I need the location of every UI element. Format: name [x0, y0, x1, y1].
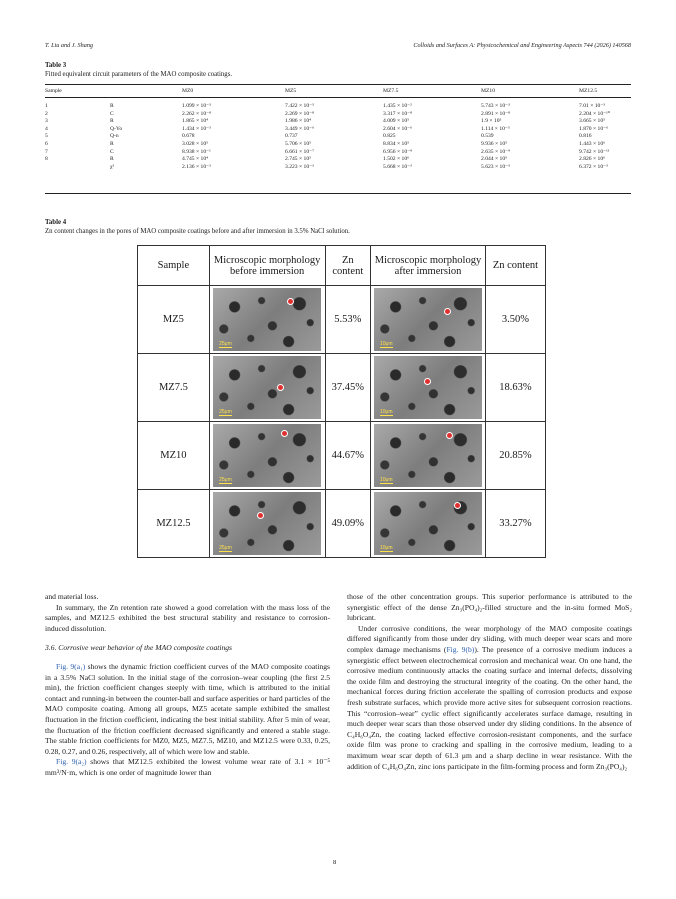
table3-cell: 7.422 × 10⁻³ [285, 103, 314, 109]
table4-zn-after: 33.27% [485, 490, 545, 558]
table-row [138, 354, 546, 422]
table3-cell: Q-Yo [110, 125, 123, 132]
table3-cell: 1.502 × 10⁶ [383, 156, 410, 163]
paragraph: Fig. 9(a₁) shows the dynamic friction coefficient curves of the MAO composite coatings in a 3.5% NaCl solution. In the initial stage of the corrosion–wear coupling (the first 2.5 min), the friction coefficient changes steeply with time, which is attributed to the initial contact and running-in between the counter-ball and surface asperities or hard particles of the MAO composite coating. Among all groups, MZ5 acetate sample exhibited the smallest fluctuation in the friction coefficient, indicating the best initial stability. After 5 min of wear, the fluctuation of the friction coefficient decreased significantly and entered a stable stage. The stable friction coefficients for MZ0, MZ5, MZ7.5, MZ10, and MZ12.5 were 0.33, 0.25, 0.28, 0.27, and 0.26, respectively, all of which were low and stable. [45, 661, 330, 756]
table3-caption: Fitted equivalent circuit parameters of the MAO composite coatings. [45, 70, 233, 78]
table-row [138, 490, 546, 558]
table3-header-mz12-5: MZ12.5 [579, 88, 598, 94]
scale-bar-label: 10μm [379, 477, 393, 483]
sem-micrograph-before [213, 288, 321, 351]
table4-header-sample: Sample [138, 246, 210, 286]
sem-micrograph-before [213, 492, 321, 555]
table3-cell: C [110, 110, 114, 117]
table4-sample: MZ5 [138, 286, 210, 354]
table3-cell: 2 [45, 110, 48, 117]
sem-micrograph-after [374, 356, 482, 419]
table3-header-mz5: MZ5 [285, 88, 297, 94]
table4-header-zn-after: Zn content [485, 246, 545, 286]
table3-cell: 1.099 × 10⁻³ [182, 103, 211, 109]
table3-cell: 1.870 × 10⁻⁶ [579, 125, 609, 132]
table3-caption-block [45, 62, 232, 79]
table3-cell: 0.737 [285, 133, 298, 140]
table3-cell: 0.678 [182, 133, 195, 140]
table3-column-mz5 [285, 103, 314, 171]
table4-header-before: Microscopic morphology before immersion [209, 246, 325, 286]
table3-cell [45, 164, 48, 172]
table4-header-after: Microscopic morphology after immersion [371, 246, 486, 286]
paragraph: those of the other concentration groups. This superior performance is attributed to the synergistic effect of the dense Zn₃(PO₄)₂-filled structure and the in-situ formed MoS₂ lubricant. [347, 592, 632, 623]
table3-header-rule [45, 97, 631, 98]
table3-column-mz10 [481, 103, 510, 171]
table3-cell: 2.269 × 10⁻⁸ [285, 110, 315, 117]
table3-cell: 8.834 × 10⁵ [383, 140, 410, 147]
table4 [137, 245, 546, 558]
scale-bar-label: 10μm [379, 545, 393, 551]
figure-link[interactable]: Fig. 9(a₂) [56, 757, 87, 767]
table3-cell: 4.009 × 10⁵ [383, 118, 410, 125]
table-row [138, 286, 546, 354]
table3-column-number [45, 103, 48, 171]
table4-sample: MZ7.5 [138, 354, 210, 422]
table3-cell: 2.136 × 10⁻³ [182, 163, 211, 170]
table3-cell: 1.865 × 10⁴ [182, 118, 209, 125]
table3-cell: 1.434 × 10⁻⁵ [182, 125, 212, 132]
running-header-journal: Colloids and Surfaces A: Physicochemical and Engineering Aspects 744 (2026) 140568 [413, 42, 631, 49]
table3-cell: R [110, 118, 114, 125]
table3-cell: 7.01 × 10⁻³ [579, 103, 605, 109]
table4-zn-before: 37.45% [325, 354, 371, 422]
scale-bar-label: 25μm [219, 409, 232, 415]
table3-cell: 2.604 × 10⁻⁶ [383, 125, 413, 132]
table3-cell: 8 [45, 156, 48, 163]
paragraph: and material loss. [45, 592, 99, 601]
table3-cell: χ² [110, 163, 115, 170]
table4-zn-after: 18.63% [485, 354, 545, 422]
table3-cell: 2.635 × 10⁻⁹ [481, 148, 511, 155]
table3-cell: 1.9 × 10⁵ [481, 118, 502, 125]
table4-zn-before: 49.09% [325, 490, 371, 558]
sem-micrograph-before [213, 424, 321, 487]
scale-bar-label: 25μm [219, 477, 232, 483]
table3-cell: 1.114 × 10⁻⁵ [481, 125, 510, 132]
sem-micrograph-before [213, 356, 321, 419]
table3-column-mz0 [182, 103, 211, 171]
table3-cell: R [110, 156, 114, 163]
table3-cell: 2.745 × 10⁵ [285, 156, 312, 163]
table3-cell: 6.661 × 10⁻⁷ [285, 148, 315, 155]
table4-zn-before: 5.53% [325, 286, 371, 354]
table3-cell: 2.262 × 10⁻⁸ [182, 110, 212, 117]
scale-bar-label: 10μm [379, 409, 393, 415]
running-header-authors: T. Liu and J. Shang [45, 42, 94, 49]
table3-cell: 5.706 × 10⁵ [285, 140, 312, 147]
table3-cell: 4.745 × 10⁴ [182, 156, 209, 163]
table3-header-mz10: MZ10 [481, 88, 495, 94]
table3-label: Table 3 [45, 62, 67, 69]
table3-cell: 8.938 × 10⁻¹ [182, 148, 211, 155]
table3-cell: 5 [45, 133, 48, 140]
table4-zn-after: 3.50% [485, 286, 545, 354]
table3-cell: 1.443 × 10⁶ [579, 140, 606, 147]
table3-top-rule [45, 84, 631, 85]
table3-cell: 1 [45, 103, 48, 109]
table3-cell: 6.372 × 10⁻³ [579, 163, 608, 170]
table4-caption-block [45, 219, 350, 236]
table4-zn-before: 44.67% [325, 422, 371, 490]
sem-micrograph-after [374, 288, 482, 351]
table3-header-mz7-5: MZ7.5 [383, 88, 399, 94]
table3-cell: 3.223 × 10⁻³ [285, 163, 314, 170]
table3-cell: 5.668 × 10⁻³ [383, 163, 412, 170]
table3-cell: 3.028 × 10⁵ [182, 140, 209, 147]
scale-bar-label: 25μm [219, 545, 232, 551]
table4-header-zn-before: Zn content [325, 246, 371, 286]
table3-cell: 3.449 × 10⁻⁶ [285, 125, 315, 132]
table3-cell: R [110, 103, 114, 109]
scale-bar-label: 10μm [379, 341, 393, 347]
sem-micrograph-after [374, 492, 482, 555]
table3-cell: 2.826 × 10⁶ [579, 156, 606, 163]
table4-label: Table 4 [45, 219, 67, 226]
table3-cell: C [110, 148, 114, 155]
table3-cell: 6.956 × 10⁻⁹ [383, 148, 413, 155]
table4-header-row [138, 246, 546, 286]
table4-caption: Zn content changes in the pores of MAO composite coatings before and after immersion in 3.5% NaCl solution. [45, 227, 350, 235]
table3-cell: 1.435 × 10⁻² [383, 103, 412, 109]
table3-cell: 0.539 [481, 133, 494, 140]
table3-cell: 2.204 × 10⁻¹⁰ [579, 110, 611, 117]
left-text-column [45, 592, 330, 779]
table3-cell: 4 [45, 125, 48, 132]
paragraph: Under corrosive conditions, the wear morphology of the MAO composite coatings differed significantly from those under dry sliding, with much deeper wear scars and more complex damage mechanisms (Fig. 9(b)). The presence of a corrosive medium induces a synergistic effect between electrochemical corrosion and mechanical wear. On one hand, the corrosive medium continuously attacks the coating surface and internal defects, dissolving the oxide film and destroying the structural integrity of the coating. On the other hand, the mechanical forces during friction accelerate the spalling of corrosion products and expose fresh substrate surfaces, which provide more active sites for subsequent corrosion reactions. This “corrosion–wear” cyclic effect significantly accelerates surface damage, resulting in much deeper wear scars than those observed under dry sliding conditions. In the absence of C₄H₆O₄Zn, the coating lacked effective corrosion-resistant components, and the surface oxide film was prone to cracking and spalling in the corrosive medium, leading to a maximum wear scar depth of 61.3 μm and a sharp decline in wear resistance. With the addition of C₄H₆O₄Zn, zinc ions participate in the film-forming process and form Zn₃(PO₄)₂ [347, 623, 633, 771]
table4-sample: MZ12.5 [138, 490, 210, 558]
sem-micrograph-after [374, 424, 482, 487]
table3-cell: Q-n [110, 133, 119, 140]
figure-link[interactable]: Fig. 9(a₁) [56, 661, 86, 671]
table3-cell: 3 [45, 118, 48, 125]
table3-bottom-rule [45, 193, 631, 194]
table4-zn-after: 20.85% [485, 422, 545, 490]
figure-link[interactable]: Fig. 9(b) [446, 644, 475, 654]
table3-cell: 0.816 [579, 133, 592, 140]
table3-column-element [110, 103, 122, 171]
scale-bar-label: 25μm [219, 341, 232, 347]
table3-cell: 9.936 × 10⁵ [481, 140, 508, 147]
table3-cell: 0.825 [383, 133, 396, 140]
table4-sample: MZ10 [138, 422, 210, 490]
table3-cell: 5.743 × 10⁻³ [481, 103, 510, 109]
right-text-column [347, 592, 632, 772]
page-number: 8 [333, 859, 337, 866]
table3-cell: 3.317 × 10⁻⁸ [383, 110, 413, 117]
table3-column-mz12-5 [579, 103, 610, 171]
table3-header-sample: Sample [45, 88, 62, 94]
table3-cell: 6 [45, 140, 48, 147]
paragraph: Fig. 9(a₂) shows that MZ12.5 exhibited the lowest volume wear rate of 3.1 × 10⁻⁵ mm³/N·m, which is one order of magnitude lower than [45, 757, 330, 777]
table3-cell: 5.623 × 10⁻³ [481, 163, 510, 170]
table3-cell: 1.986 × 10⁴ [285, 118, 312, 125]
table-row [138, 422, 546, 490]
table3-header-mz0: MZ0 [182, 88, 194, 94]
table3-column-mz7-5 [383, 103, 412, 171]
table3-cell: 2.891 × 10⁻⁸ [481, 110, 511, 117]
table3-cell: 3.665 × 10⁵ [579, 118, 606, 125]
section-heading: 3.6. Corrosive wear behavior of the MAO composite coatings [45, 643, 233, 653]
table3-cell: 7 [45, 148, 48, 155]
table3-cell: R [110, 140, 114, 147]
table3-cell: 9.742 × 10⁻¹¹ [579, 148, 610, 155]
table3-cell: 2.044 × 10⁵ [481, 156, 508, 163]
paragraph: In summary, the Zn retention rate showed a good correlation with the mass loss of the samples, and MZ12.5 exhibited the best structural stability and resistance to corrosion-induced dissolution. [45, 602, 330, 633]
